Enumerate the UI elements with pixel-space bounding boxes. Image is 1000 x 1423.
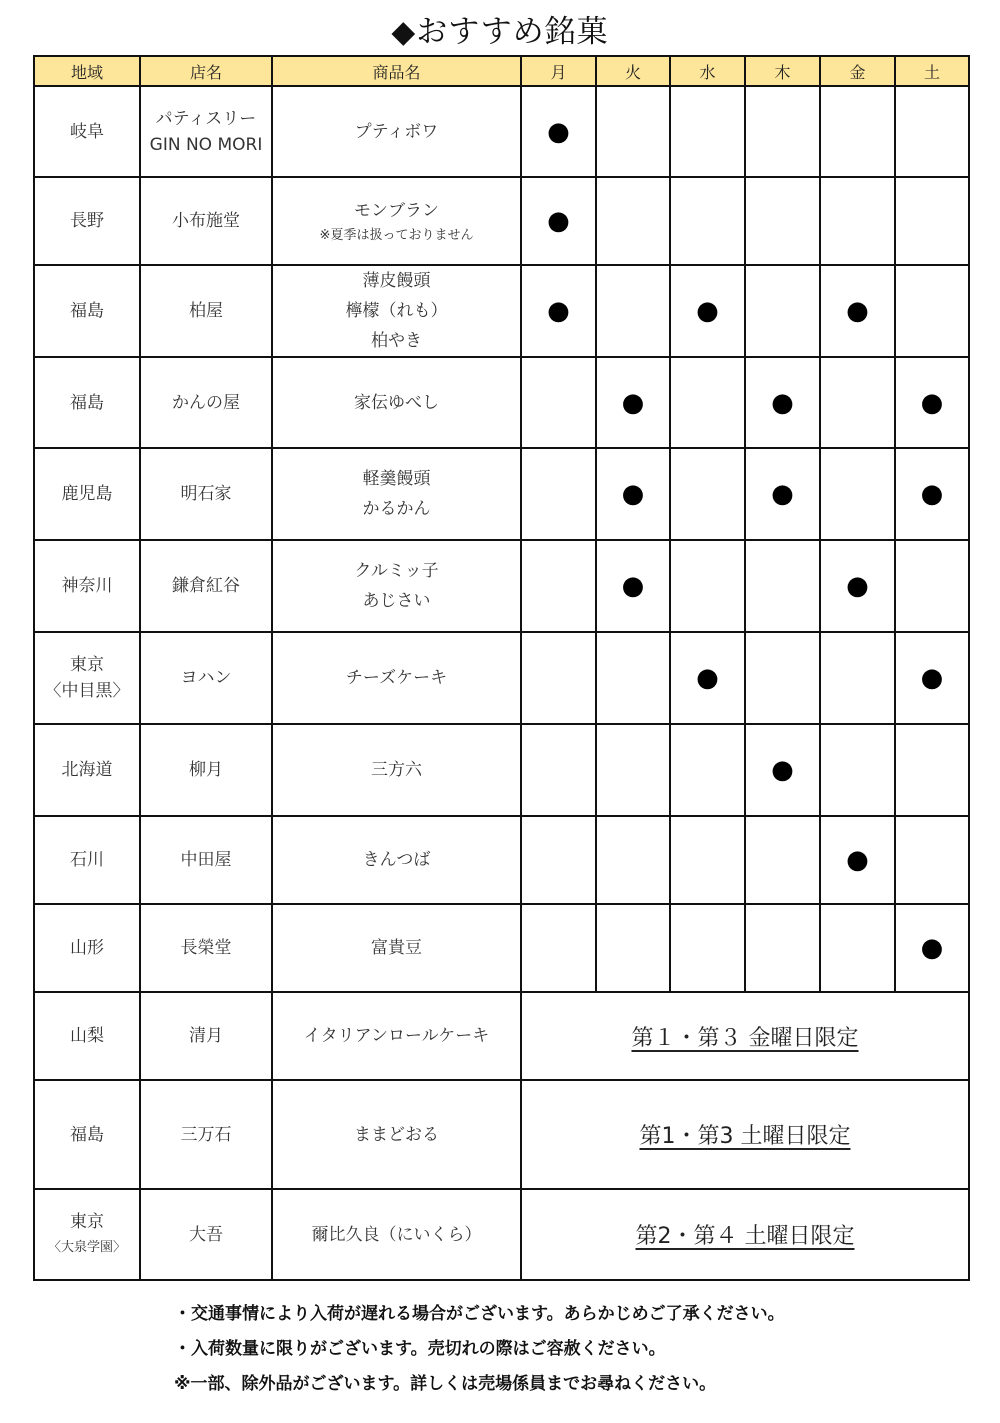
cell-line: 三方六 [371, 760, 422, 780]
product-cell [272, 1189, 521, 1280]
cell-line: 明石家 [180, 484, 232, 504]
cell-line: 山形 [70, 938, 104, 958]
cell-line: 柳月 [189, 760, 223, 780]
available-dot-icon: ● [696, 663, 719, 693]
product-cell [272, 448, 521, 540]
day-cell-wed [670, 357, 745, 448]
header-day-mon: 月 [521, 56, 596, 86]
cell-line: 岐阜 [70, 121, 104, 142]
cell-line: 東京 [70, 655, 104, 675]
region-cell [34, 904, 140, 992]
header-region: 地域 [34, 56, 140, 86]
header-product: 商品名 [272, 56, 521, 86]
day-cell-wed [670, 816, 745, 904]
available-dot-icon: ● [547, 116, 570, 147]
shop-cell [140, 177, 272, 265]
cell-line: あじさい [362, 591, 431, 611]
day-cell-sat [895, 816, 969, 904]
header-day-sat: 土 [895, 56, 969, 86]
shop-cell [140, 724, 272, 816]
available-dot-icon: ● [846, 571, 869, 601]
limited-days-cell [521, 1080, 969, 1189]
notes [174, 1300, 974, 1405]
day-cell-mon [521, 540, 596, 632]
day-cell-tue [596, 724, 670, 816]
day-cell-tue [596, 816, 670, 904]
day-cell-sat [895, 540, 969, 632]
table-row [34, 816, 969, 904]
region-cell [34, 540, 140, 632]
region-cell [34, 265, 140, 357]
shop-cell [140, 904, 272, 992]
day-cell-tue [596, 540, 670, 632]
cell-line: 薄皮饅頭 [362, 271, 431, 291]
day-cell-sat [895, 904, 969, 992]
shop-cell [140, 632, 272, 724]
available-dot-icon: ● [771, 387, 794, 418]
limited-days-cell [521, 1189, 969, 1280]
shop-cell [140, 816, 272, 904]
region-cell [34, 632, 140, 724]
day-cell-mon [521, 724, 596, 816]
product-cell [272, 1080, 521, 1189]
day-cell-thu [745, 904, 820, 992]
cell-line: 爾比久良（にいくら） [311, 1224, 482, 1245]
header-day-tue: 火 [596, 56, 670, 86]
shop-cell [140, 357, 272, 448]
cell-line: 神奈川 [61, 576, 113, 596]
product-cell [272, 904, 521, 992]
region-cell [34, 448, 140, 540]
table-row [34, 448, 969, 540]
cell-line: 長榮堂 [180, 938, 232, 958]
available-dot-icon: ● [920, 663, 944, 693]
day-cell-tue [596, 448, 670, 540]
cell-line: イタリアンロールケーキ [303, 1026, 490, 1046]
cell-line: 鹿児島 [61, 484, 113, 504]
cell-line: 福島 [70, 392, 104, 413]
available-dot-icon: ● [621, 479, 645, 509]
table-row-limited [34, 992, 969, 1080]
product-cell [272, 540, 521, 632]
header-shop: 店名 [140, 56, 272, 86]
table-row [34, 904, 969, 992]
day-cell-fri [820, 632, 895, 724]
available-dot-icon: ● [920, 479, 944, 509]
day-cell-thu [745, 816, 820, 904]
table-row-limited [34, 1080, 969, 1189]
available-dot-icon: ● [920, 387, 944, 418]
cell-line: 長野 [70, 211, 104, 231]
cell-line: 福島 [70, 1124, 104, 1145]
available-dot-icon: ● [621, 571, 645, 601]
cell-line: 富貴豆 [371, 938, 422, 958]
product-cell [272, 632, 521, 724]
day-cell-mon [521, 177, 596, 265]
product-cell [272, 724, 521, 816]
cell-line: 軽羹饅頭 [362, 469, 431, 489]
day-cell-thu [745, 357, 820, 448]
available-dot-icon: ● [920, 933, 944, 963]
product-cell [272, 357, 521, 448]
cell-line: 石川 [70, 850, 104, 870]
day-cell-fri [820, 86, 895, 177]
day-cell-wed [670, 540, 745, 632]
day-cell-thu [745, 265, 820, 357]
available-dot-icon: ● [846, 296, 869, 326]
note-line: ・入荷数量に限りがございます。売切れの際はご容赦ください。 [174, 1339, 666, 1359]
shop-cell [140, 86, 272, 177]
cell-line: 檸檬（れも） [345, 301, 448, 321]
page-title: ◆おすすめ銘菓 [391, 14, 609, 50]
cell-line: 鎌倉紅谷 [172, 576, 240, 596]
cell-line: かんの屋 [172, 392, 240, 413]
shop-cell [140, 992, 272, 1080]
region-cell [34, 177, 140, 265]
day-cell-thu [745, 540, 820, 632]
day-cell-wed [670, 265, 745, 357]
table-row [34, 86, 969, 177]
day-cell-thu [745, 448, 820, 540]
table-row [34, 724, 969, 816]
cell-line: 清月 [189, 1026, 223, 1046]
day-cell-wed [670, 904, 745, 992]
day-cell-fri [820, 265, 895, 357]
header-day-fri: 金 [820, 56, 895, 86]
limited-days-cell [521, 992, 969, 1080]
sweets-schedule-table [33, 55, 970, 1281]
cell-line: 福島 [70, 301, 104, 321]
region-cell [34, 992, 140, 1080]
available-dot-icon: ● [771, 755, 794, 785]
day-cell-tue [596, 357, 670, 448]
cell-line: 中田屋 [180, 850, 232, 870]
table-row [34, 540, 969, 632]
day-cell-wed [670, 632, 745, 724]
day-cell-sat [895, 724, 969, 816]
shop-cell [140, 448, 272, 540]
table-row [34, 177, 969, 265]
cell-line: 山梨 [70, 1026, 104, 1046]
day-cell-tue [596, 86, 670, 177]
available-dot-icon: ● [696, 296, 719, 326]
day-cell-wed [670, 448, 745, 540]
cell-line: 〈大泉学園〉 [47, 1239, 126, 1255]
day-cell-mon [521, 816, 596, 904]
cell-line: かるかん [362, 499, 431, 519]
day-cell-tue [596, 265, 670, 357]
day-cell-mon [521, 86, 596, 177]
note-line: ※一部、除外品がございます。詳しくは売場係員までお尋ねください。 [174, 1374, 717, 1394]
cell-line: パティスリー [155, 108, 257, 129]
available-dot-icon: ● [771, 479, 794, 509]
day-cell-tue [596, 904, 670, 992]
limited-days-label: 第１・第３ 金曜日限定 [631, 1025, 859, 1051]
cell-line: 家伝ゆべし [354, 392, 439, 413]
region-cell [34, 816, 140, 904]
available-dot-icon: ● [547, 296, 570, 326]
cell-line: ヨハン [180, 668, 232, 688]
note-line: ・交通事情により入荷が遅れる場合がございます。あらかじめご了承ください。 [174, 1304, 785, 1324]
region-cell [34, 1080, 140, 1189]
available-dot-icon: ● [846, 845, 869, 875]
product-cell [272, 177, 521, 265]
cell-line: クルミッ子 [354, 561, 439, 581]
day-cell-sat [895, 357, 969, 448]
cell-line: 大吾 [189, 1224, 223, 1245]
cell-line: 〈中目黒〉 [44, 681, 130, 701]
day-cell-mon [521, 904, 596, 992]
table-row-limited [34, 1189, 969, 1280]
product-cell [272, 992, 521, 1080]
table-row [34, 265, 969, 357]
cell-line: プティボワ [354, 121, 439, 142]
day-cell-wed [670, 177, 745, 265]
limited-days-label: 第2・第４ 土曜日限定 [635, 1224, 855, 1249]
shop-cell [140, 1189, 272, 1280]
cell-line: 小布施堂 [172, 211, 240, 231]
cell-line: 柏屋 [189, 301, 223, 321]
day-cell-thu [745, 724, 820, 816]
day-cell-fri [820, 540, 895, 632]
cell-line: きんつば [362, 850, 431, 870]
day-cell-fri [820, 448, 895, 540]
limited-days-label: 第1・第3 土曜日限定 [639, 1124, 851, 1149]
available-dot-icon: ● [621, 387, 645, 418]
table-row [34, 357, 969, 448]
day-cell-sat [895, 265, 969, 357]
product-cell [272, 265, 521, 357]
cell-line: ままどおる [354, 1124, 439, 1145]
cell-line: 北海道 [61, 760, 113, 780]
day-cell-mon [521, 265, 596, 357]
cell-line: 三万石 [180, 1124, 232, 1145]
day-cell-sat [895, 632, 969, 724]
day-cell-fri [820, 177, 895, 265]
day-cell-tue [596, 632, 670, 724]
day-cell-fri [820, 904, 895, 992]
day-cell-tue [596, 177, 670, 265]
cell-line: GIN NO MORI [149, 134, 263, 155]
available-dot-icon: ● [547, 206, 570, 236]
day-cell-thu [745, 632, 820, 724]
header-row [34, 56, 969, 86]
cell-line: 柏やき [371, 331, 422, 351]
shop-cell [140, 540, 272, 632]
shop-cell [140, 265, 272, 357]
cell-line: チーズケーキ [345, 668, 448, 688]
day-cell-wed [670, 86, 745, 177]
day-cell-wed [670, 724, 745, 816]
day-cell-mon [521, 357, 596, 448]
day-cell-fri [820, 816, 895, 904]
product-note: ※夏季は扱っておりません [319, 228, 474, 243]
cell-line: モンブラン [354, 201, 439, 221]
shop-cell [140, 1080, 272, 1189]
product-cell [272, 86, 521, 177]
header-day-thu: 木 [745, 56, 820, 86]
region-cell [34, 724, 140, 816]
region-cell [34, 86, 140, 177]
table-row [34, 632, 969, 724]
day-cell-sat [895, 448, 969, 540]
day-cell-sat [895, 86, 969, 177]
day-cell-fri [820, 724, 895, 816]
day-cell-mon [521, 448, 596, 540]
region-cell [34, 1189, 140, 1280]
cell-line: 東京 [70, 1211, 104, 1232]
day-cell-fri [820, 357, 895, 448]
day-cell-thu [745, 177, 820, 265]
header-day-wed: 水 [670, 56, 745, 86]
region-cell [34, 357, 140, 448]
day-cell-sat [895, 177, 969, 265]
product-cell [272, 816, 521, 904]
day-cell-thu [745, 86, 820, 177]
day-cell-mon [521, 632, 596, 724]
